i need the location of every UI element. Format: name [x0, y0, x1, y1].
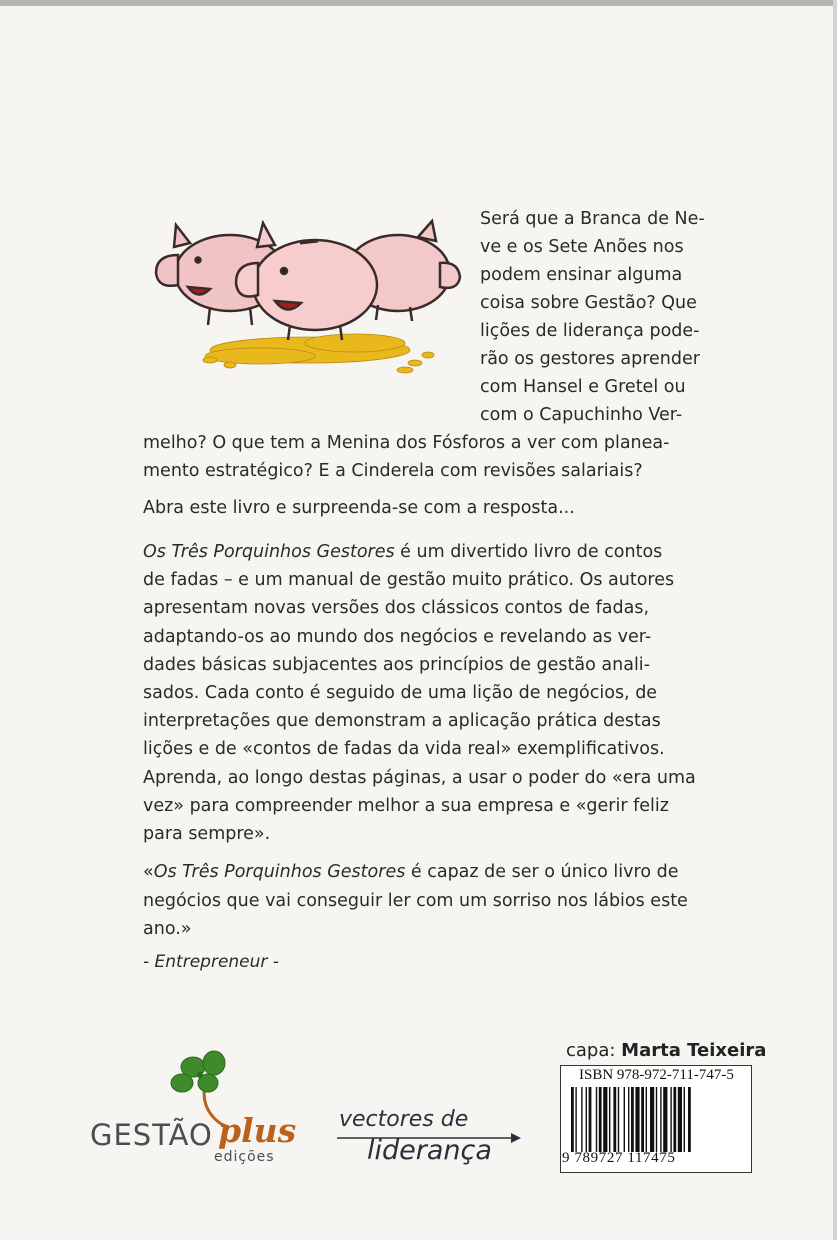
- isbn-text: ISBN 978-972-711-747-5: [579, 1067, 734, 1083]
- intro-line: ve e os Sete Anões nos: [480, 237, 684, 257]
- publisher-logo: [90, 1045, 305, 1170]
- intro-line: com o Capuchinho Ver-: [480, 405, 683, 425]
- description-line: sados. Cada conto é seguido de uma lição de negócios, de: [143, 683, 658, 704]
- barcode-bar: [618, 1087, 619, 1152]
- description-line: vez» para compreender melhor a sua empresa e «gerir feliz: [143, 795, 669, 816]
- intro-text-side: [480, 205, 720, 429]
- collection-logo: [335, 1105, 525, 1170]
- intro-text-full: [143, 429, 733, 485]
- barcode-bar: [596, 1087, 597, 1152]
- barcode-bar: [624, 1087, 625, 1152]
- barcode-bar: [646, 1087, 647, 1152]
- description-line: Aprenda, ao longo destas páginas, a usar o poder do «era uma: [143, 767, 696, 788]
- description-line: lições e de «contos de fadas da vida real» exemplificativos.: [143, 739, 665, 760]
- barcode-bar: [635, 1087, 639, 1152]
- quote-source: - Entrepreneur -: [143, 952, 279, 972]
- barcode-bar: [631, 1087, 634, 1152]
- intro-line: rão os gestores aprender: [480, 349, 700, 369]
- barcode-bar: [575, 1087, 576, 1152]
- intro-line: lições de liderança pode-: [480, 321, 700, 341]
- barcode-bar: [599, 1087, 602, 1152]
- quote-line: ano.»: [143, 919, 192, 939]
- scan-edge-top: [0, 0, 837, 6]
- barcode-bar: [678, 1087, 682, 1152]
- barcode-bar: [589, 1087, 592, 1152]
- barcode-bar: [641, 1087, 644, 1152]
- intro-line: Será que a Branca de Ne-: [480, 209, 705, 229]
- description-line: de fadas – e um manual de gestão muito prático. Os autores: [143, 570, 675, 591]
- publisher-plus: plus: [218, 1111, 297, 1150]
- quote-text: é capaz de ser o único livro de: [405, 862, 679, 882]
- quote-line: negócios que vai conseguir ler com um sorriso nos lábios este: [143, 890, 688, 911]
- book-title: Os Três Porquinhos Gestores: [143, 542, 395, 562]
- description-paragraph: [143, 538, 743, 848]
- barcode-bar: [571, 1087, 574, 1152]
- description-line: adaptando-os ao mundo dos negócios e revelando as ver-: [143, 626, 652, 647]
- barcode-bar: [670, 1087, 671, 1152]
- barcode-bar: [663, 1087, 667, 1152]
- isbn-barcode: [560, 1065, 752, 1173]
- intro-line: coisa sobre Gestão? Que: [480, 293, 697, 313]
- description-text: é um divertido livro de contos: [394, 542, 663, 562]
- barcode-digits: 9 789727 117475: [562, 1150, 676, 1166]
- collection-line2: liderança: [367, 1135, 492, 1166]
- barcode-bar: [656, 1087, 657, 1152]
- barcode-icon: [571, 1087, 741, 1152]
- gold-coins: [203, 334, 434, 373]
- barcode-bar: [688, 1087, 691, 1152]
- description-line: apresentam novas versões dos clássicos contos de fadas,: [143, 598, 650, 619]
- barcode-bar: [628, 1087, 629, 1152]
- collection-line1: vectores de: [339, 1107, 469, 1132]
- publisher-name: GESTÃO: [90, 1118, 213, 1152]
- barcode-bar: [609, 1087, 610, 1152]
- cover-credit-name: Marta Teixeira: [621, 1040, 767, 1061]
- description-line: dades básicas subjacentes aos princípios de gestão anali-: [143, 654, 650, 675]
- barcode-bar: [603, 1087, 607, 1152]
- cover-credit: [566, 1040, 766, 1061]
- intro-line: melho? O que tem a Menina dos Fósforos a ver com planea-: [143, 433, 670, 453]
- quote-mark: «: [143, 862, 154, 882]
- description-line: interpretações que demonstram a aplicação prática destas: [143, 711, 661, 732]
- intro-line: com Hansel e Gretel ou: [480, 377, 686, 397]
- barcode-bar: [660, 1087, 661, 1152]
- quote-line: [143, 858, 743, 887]
- description-line: [143, 538, 743, 566]
- barcode-bar: [581, 1087, 582, 1152]
- barcode-bar: [684, 1087, 685, 1152]
- barcode-bar: [613, 1087, 616, 1152]
- barcode-bar: [673, 1087, 676, 1152]
- cover-credit-label: capa:: [566, 1040, 622, 1061]
- publisher-sub: edições: [214, 1149, 275, 1165]
- teaser-text: Abra este livro e surpreenda-se com a resposta...: [143, 498, 575, 518]
- scan-edge-right: [833, 0, 837, 1240]
- review-quote: [143, 858, 743, 944]
- intro-line: podem ensinar alguma: [480, 265, 683, 285]
- barcode-bar: [650, 1087, 654, 1152]
- barcode-bar: [586, 1087, 587, 1152]
- intro-line: mento estratégico? E a Cinderela com revisões salariais?: [143, 461, 643, 481]
- book-title: Os Três Porquinhos Gestores: [153, 862, 406, 882]
- description-line: para sempre».: [143, 824, 271, 845]
- piggy-banks-illustration: [150, 215, 470, 380]
